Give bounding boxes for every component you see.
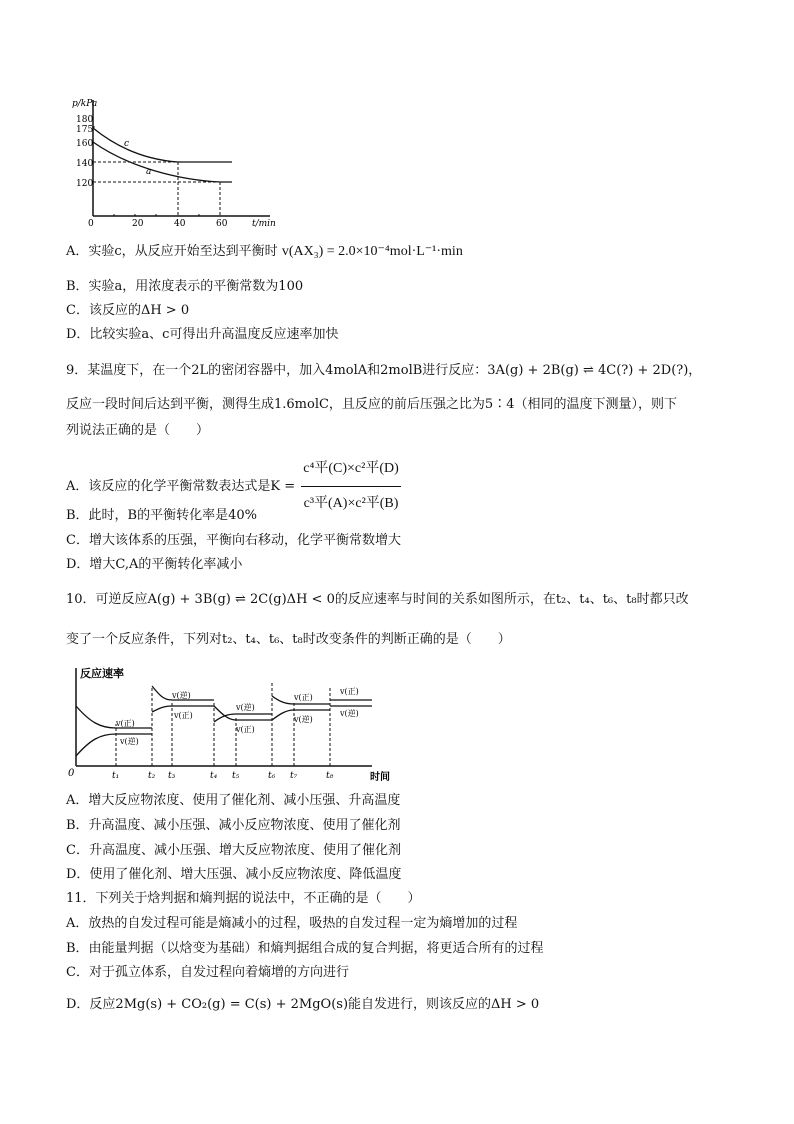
q8-option-a-text: A．实验c，从反应开始至达到平衡时: [66, 244, 278, 259]
q9-option-c[interactable]: C．增大该体系的压强，平衡向右移动，化学平衡常数增大: [66, 533, 401, 548]
t4-label: t₄: [210, 771, 218, 781]
q9-option-b[interactable]: B．此时，B的平衡转化率是40%: [66, 508, 258, 523]
y-tick-120: 120: [76, 179, 94, 189]
curve-c: [93, 128, 232, 162]
q8-option-a[interactable]: [66, 243, 463, 261]
x-axis-label: 时间: [370, 772, 390, 783]
rate-time-figure: [60, 662, 390, 788]
q10-stem-line2: 变了一个反应条件，下列对t₂、t₄、t₆、t₈时改变条件的判断正确的是（ ）: [66, 632, 511, 647]
t5-label: t₅: [232, 771, 240, 781]
q10-option-b[interactable]: B．升高温度、减小压强、减小反应物浓度、使用了催化剂: [66, 818, 401, 833]
q10-stem-line1: 10．可逆反应A(g) + 3B(g) ⇌ 2C(g)ΔH < 0的反应速率与时间的关系如图所示，在t₂、t₄、t₆、t₈时都只改: [66, 592, 689, 607]
x-tick-60: 60: [216, 219, 228, 229]
q9-option-a-text: A．该反应的化学平衡常数表达式是K =: [66, 479, 296, 494]
x-axis-label: t/min: [252, 219, 276, 229]
t7-label: t₇: [290, 771, 298, 781]
q8-option-a-formula: v(AX₃) = 2.0×10⁻⁴mol·L⁻¹·min: [281, 244, 463, 259]
q11-option-c[interactable]: C．对于孤立体系，自发过程向着熵增的方向进行: [66, 965, 349, 980]
t2-label: t₂: [148, 771, 156, 781]
y-tick-140: 140: [76, 159, 94, 169]
seg1-reverse-label: v(逆): [120, 737, 139, 746]
q8-option-d[interactable]: D．比较实验a、c可得出升高温度反应速率加快: [66, 327, 339, 342]
t8-label: t₈: [326, 771, 334, 781]
q8-option-c[interactable]: C．该反应的ΔH > 0: [66, 303, 190, 318]
seg5-forward-label: v(正): [340, 687, 359, 696]
y-axis-label: p/kPa: [72, 99, 98, 109]
x-tick-20: 20: [132, 219, 144, 229]
y-tick-180: 180: [76, 115, 94, 125]
seg3-reverse-label: v(逆): [236, 703, 255, 712]
q11-option-a[interactable]: A．放热的自发过程可能是熵减小的过程，吸热的自发过程一定为熵增加的过程: [66, 916, 518, 931]
q8-option-b[interactable]: B．实验a，用浓度表示的平衡常数为100: [66, 279, 304, 294]
seg2-forward-label: v(正): [174, 711, 193, 720]
q9-stem-line2: 反应一段时间后达到平衡，测得生成1.6molC，且反应的前后压强之比为5∶4（相同的温度下测量），则下: [66, 397, 677, 412]
q10-option-d[interactable]: D．使用了催化剂、增大压强、减小反应物浓度、降低温度: [66, 867, 402, 882]
q9-stem-line3: 列说法正确的是（ ）: [66, 423, 210, 438]
origin-label: 0: [68, 768, 75, 779]
q11-option-b[interactable]: B．由能量判据（以焓变为基础）和熵判据组合成的复合判据，将更适合所有的过程: [66, 941, 544, 956]
seg4-forward-label: v(正): [294, 693, 313, 702]
t6-label: t₆: [268, 771, 276, 781]
q11-stem: 11．下列关于焓判据和熵判据的说法中，不正确的是（ ）: [66, 891, 421, 906]
fraction-numerator: c⁴平(C)×c²平(D): [301, 452, 401, 487]
y-axis-label: 反应速率: [80, 667, 124, 680]
q11-option-d[interactable]: D．反应2Mg(s) + CO₂(g) = C(s) + 2MgO(s)能自发进行，则该反应的ΔH > 0: [66, 997, 540, 1012]
pressure-time-svg: [70, 92, 310, 232]
y-tick-175: 175: [76, 125, 94, 135]
t1-label: t₁: [112, 771, 120, 781]
q9-stem-line1: 9．某温度下，在一个2L的密闭容器中，加入4molA和2molB进行反应：3A(g) + 2B(g) ⇌ 4C(?) + 2D(?)，: [66, 363, 702, 378]
seg1-forward-label: v(正): [116, 719, 135, 728]
seg3-forward-label: v(正): [236, 725, 255, 734]
seg2-reverse-label: v(逆): [172, 691, 191, 700]
q10-option-c[interactable]: C．升高温度、减小压强、增大反应物浓度、使用了催化剂: [66, 843, 401, 858]
q9-option-d[interactable]: D．增大C,A的平衡转化率减小: [66, 557, 243, 572]
x-tick-0: 0: [88, 219, 94, 229]
pressure-time-figure: [70, 92, 310, 232]
seg5-reverse-label: v(逆): [340, 709, 359, 718]
curve-c-label: c: [124, 139, 130, 149]
seg4-reverse-label: v(逆): [294, 715, 313, 724]
t3-label: t₃: [168, 771, 176, 781]
q10-option-a[interactable]: A．增大反应物浓度、使用了催化剂、减小压强、升高温度: [66, 793, 401, 808]
fraction-denominator: c³平(A)×c²平(B): [303, 496, 399, 511]
y-tick-160: 160: [76, 139, 94, 149]
curve-a-label: a: [146, 167, 152, 177]
equilibrium-constant-fraction: [301, 452, 401, 521]
rate-time-svg: [60, 662, 390, 788]
x-tick-40: 40: [174, 219, 186, 229]
